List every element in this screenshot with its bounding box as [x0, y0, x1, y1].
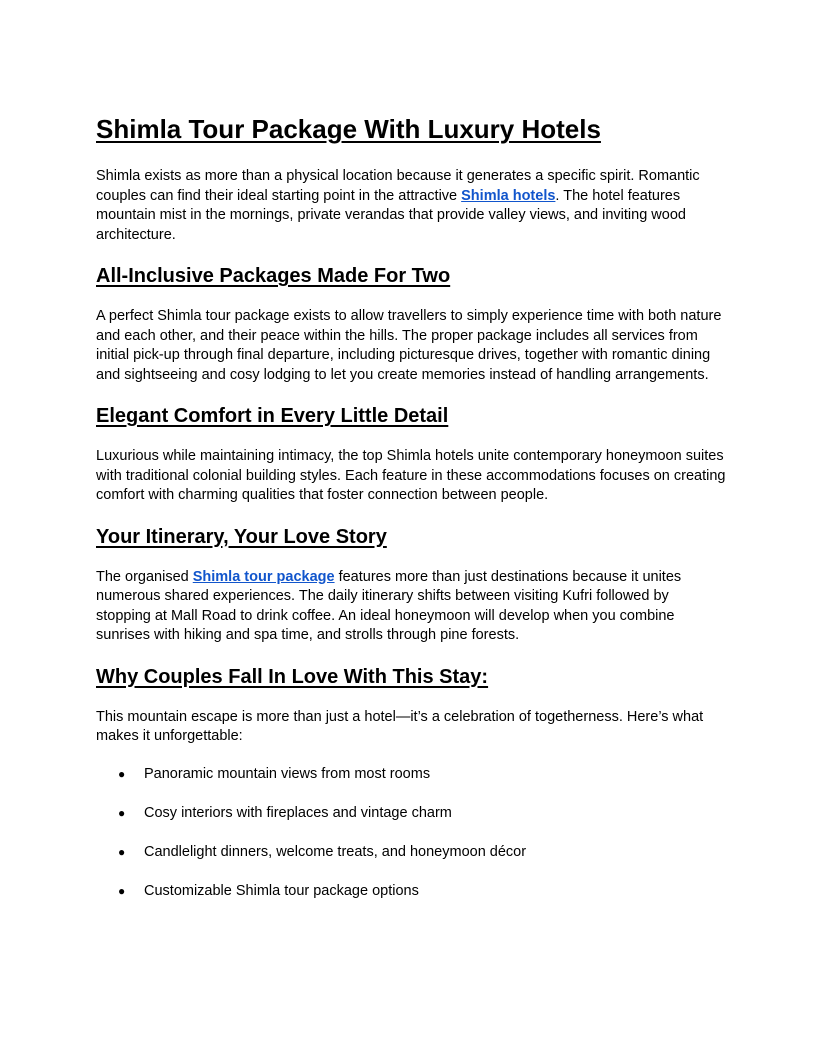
shimla-tour-package-link[interactable]: Shimla tour package [192, 568, 335, 585]
list-item [96, 765, 726, 785]
shimla-hotels-link[interactable]: Shimla hotels [461, 187, 556, 204]
section-heading-comfort: Elegant Comfort in Every Little Detail [96, 405, 449, 427]
bullet-icon: ● [118, 805, 126, 820]
document-page [96, 112, 726, 921]
section-body-itinerary [96, 568, 726, 646]
intro-text-before: Shimla exists as more than a physical location because it generates a specific spirit. Romantic couples can find their ideal starting point in the attractive [96, 168, 700, 204]
list-item-text: Cosy interiors with fireplaces and vintage charm [144, 804, 452, 821]
page-title: Shimla Tour Package With Luxury Hotels [96, 114, 601, 144]
list-item-text: Candlelight dinners, welcome treats, and honeymoon décor [144, 843, 527, 860]
section-body-packages: A perfect Shimla tour package exists to allow travellers to simply experience time with both nature and each other, and their peace within the hills. The proper package includes all services from initial pick-up through final departure, including picturesque drives, together with romantic dining and sightseeing and cosy lodging to let you create memories instead of handling arrangements. [96, 308, 722, 383]
bullet-icon: ● [118, 844, 126, 859]
list-item [96, 843, 726, 863]
bullet-icon: ● [118, 766, 126, 781]
section-heading-packages: All-Inclusive Packages Made For Two [96, 265, 451, 287]
list-item-text: Customizable Shimla tour package options [144, 882, 419, 899]
intro-text-after: . The hotel features mountain mist in the mornings, private verandas that provide valley views, and inviting wood architecture. [96, 187, 686, 243]
section-body-comfort: Luxurious while maintaining intimacy, the top Shimla hotels unite contemporary honeymoon suites with traditional colonial building styles. Each feature in these accommodations focuses on creating comfort with charming qualities that foster connection between people. [96, 448, 726, 503]
itinerary-text-before: The organised [96, 568, 193, 585]
intro-paragraph [96, 167, 726, 245]
section-heading-itinerary: Your Itinerary, Your Love Story [96, 525, 387, 548]
section-body-why-couples: This mountain escape is more than just a hotel—it’s a celebration of togetherness. Here’s what makes it unforgettable: [96, 708, 704, 744]
features-list [96, 765, 726, 902]
list-item-text: Panoramic mountain views from most rooms [144, 765, 431, 782]
section-heading-why-couples: Why Couples Fall In Love With This Stay: [96, 665, 489, 688]
bullet-icon: ● [118, 883, 126, 898]
list-item [96, 882, 726, 902]
itinerary-text-after: features more than just destinations because it unites numerous shared experiences. The daily itinerary shifts between visiting Kufri followed by stopping at Mall Road to drink coffee. An ideal honeymoon will develop when you combine sunrises with hiking and spa time, and strolls through pine forests. [96, 568, 682, 643]
list-item [96, 804, 726, 824]
